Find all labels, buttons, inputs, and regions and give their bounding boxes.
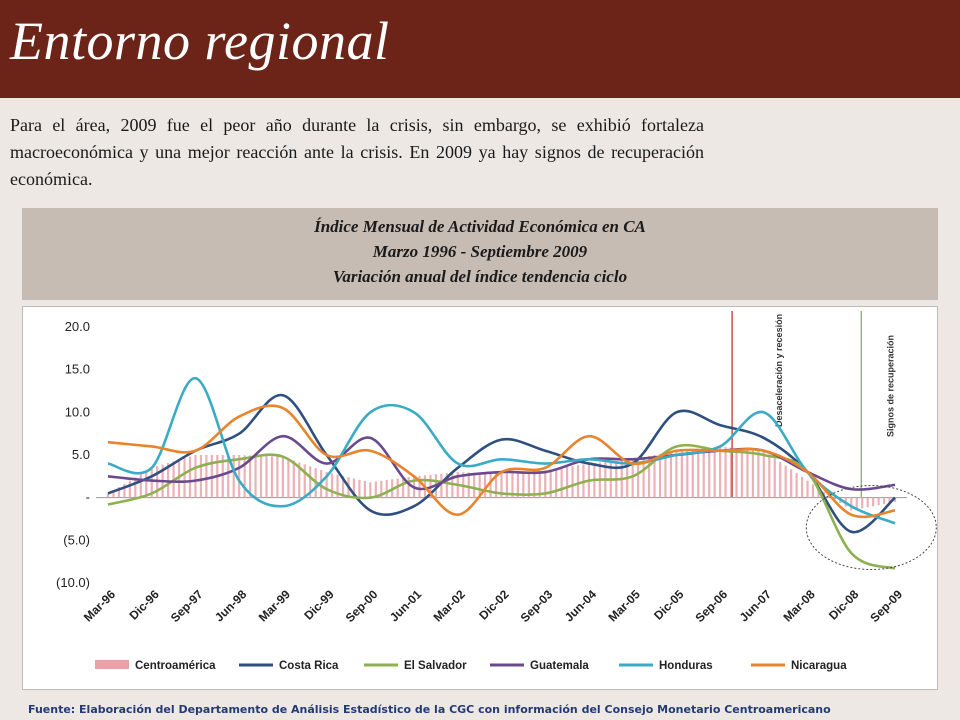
bar-centroamerica: [287, 459, 289, 498]
x-tick-label: Jun-98: [212, 587, 250, 625]
bar-centroamerica: [244, 455, 246, 497]
bar-centroamerica: [145, 471, 147, 498]
bar-centroamerica: [293, 461, 295, 498]
legend-swatch-centroamérica: [95, 660, 129, 669]
legend-label-costa-rica: Costa Rica: [279, 660, 339, 672]
bar-centroamerica: [872, 498, 874, 507]
x-tick-label: Mar-96: [80, 587, 119, 625]
legend-label-guatemala: Guatemala: [530, 660, 589, 672]
bar-centroamerica: [746, 449, 748, 498]
bar-centroamerica: [276, 456, 278, 497]
bar-centroamerica: [735, 448, 737, 498]
y-tick-label: (5.0): [63, 532, 90, 548]
x-tick-label: Jun-07: [736, 587, 774, 625]
bar-centroamerica: [205, 455, 207, 498]
bar-centroamerica: [440, 474, 442, 498]
y-tick-label: 5.0: [71, 447, 90, 462]
bar-centroamerica: [724, 447, 726, 498]
bar-centroamerica: [140, 474, 142, 497]
bar-centroamerica: [790, 469, 792, 497]
bar-centroamerica: [741, 449, 743, 498]
bar-centroamerica: [304, 464, 306, 497]
page-title: Entorno regional: [10, 11, 390, 71]
x-tick-label: Dic-96: [126, 587, 162, 623]
y-tick-label: 15.0: [64, 361, 90, 377]
chart-title-line1: Índice Mensual de Actividad Económica en CA: [314, 217, 646, 236]
bar-centroamerica: [402, 478, 404, 498]
bar-centroamerica: [233, 455, 235, 498]
y-tick-label: 20.0: [64, 319, 90, 334]
bar-centroamerica: [878, 498, 880, 505]
bar-centroamerica: [801, 477, 803, 498]
legend-label-el-salvador: El Salvador: [404, 660, 467, 672]
bar-centroamerica: [763, 451, 765, 498]
bar-centroamerica: [364, 481, 366, 498]
x-tick-label: Jun-04: [561, 587, 600, 625]
bar-centroamerica: [260, 456, 262, 498]
bar-centroamerica: [369, 482, 371, 497]
bar-centroamerica: [571, 466, 573, 498]
bar-centroamerica: [555, 469, 557, 498]
bar-centroamerica: [692, 449, 694, 498]
legend-label-nicaragua: Nicaragua: [791, 660, 847, 672]
source-note: Fuente: Elaboración del Departamento de Análisis Estadístico de la CGC con información del Consejo Monetario Centroamericano: [28, 703, 831, 716]
recovery-annotation: Signos de recuperación: [885, 334, 896, 437]
y-tick-label: 10.0: [64, 404, 90, 420]
x-tick-label: Sep-97: [167, 587, 206, 625]
bar-centroamerica: [768, 454, 770, 497]
bar-centroamerica: [686, 450, 688, 498]
bar-centroamerica: [271, 456, 273, 497]
bar-centroamerica: [861, 498, 863, 509]
bar-centroamerica: [386, 480, 388, 498]
bar-centroamerica: [659, 454, 661, 498]
bar-centroamerica: [194, 455, 196, 498]
x-tick-label: Sep-03: [517, 587, 556, 625]
legend-label-centroamérica: Centroamérica: [135, 660, 216, 672]
bar-centroamerica: [200, 455, 202, 498]
bar-centroamerica: [812, 484, 814, 497]
bar-centroamerica: [577, 465, 579, 497]
legend-label-honduras: Honduras: [659, 660, 713, 672]
x-tick-label: Mar-05: [605, 587, 643, 625]
chart-title-line2: Marzo 1996 - Septiembre 2009: [372, 242, 588, 261]
bar-centroamerica: [708, 448, 710, 498]
bar-centroamerica: [703, 448, 705, 498]
bar-centroamerica: [850, 498, 852, 511]
chart-title-line3: Variación anual del índice tendencia ciclo: [332, 267, 628, 286]
bar-centroamerica: [129, 481, 131, 498]
y-tick-label: -: [85, 489, 90, 505]
bar-centroamerica: [238, 455, 240, 498]
bar-centroamerica: [681, 450, 683, 497]
bar-centroamerica: [796, 473, 798, 498]
x-tick-label: Dic-99: [301, 587, 337, 623]
x-tick-label: Sep-09: [867, 587, 906, 625]
bar-centroamerica: [566, 467, 568, 498]
bar-centroamerica: [785, 466, 787, 498]
bar-centroamerica: [254, 456, 256, 498]
line-chart: [23, 307, 937, 689]
bar-centroamerica: [675, 451, 677, 498]
x-tick-label: Mar-08: [780, 587, 818, 625]
bar-centroamerica: [883, 498, 885, 504]
x-tick-label: Mar-99: [255, 587, 294, 625]
y-tick-label: (10.0): [56, 575, 90, 590]
title-bar: [0, 0, 960, 98]
bar-centroamerica: [189, 457, 191, 498]
bar-centroamerica: [670, 452, 672, 498]
bar-centroamerica: [752, 450, 754, 498]
bar-centroamerica: [358, 480, 360, 498]
bar-centroamerica: [867, 498, 869, 508]
bar-centroamerica: [664, 453, 666, 498]
x-tick-label: Dic-02: [476, 587, 512, 623]
chart-header: [22, 208, 938, 300]
bar-centroamerica: [265, 456, 267, 498]
bar-centroamerica: [719, 446, 721, 497]
x-tick-label: Dic-08: [826, 587, 862, 623]
series-line-el-salvador: [108, 445, 895, 568]
bar-centroamerica: [697, 449, 699, 498]
bar-centroamerica: [183, 458, 185, 497]
x-tick-label: Dic-05: [651, 587, 687, 623]
bar-centroamerica: [331, 473, 333, 497]
x-tick-label: Sep-00: [342, 587, 381, 625]
bar-centroamerica: [282, 457, 284, 498]
bar-centroamerica: [468, 472, 470, 497]
chart-plot-area: [22, 306, 938, 690]
bar-centroamerica: [757, 450, 759, 497]
bar-centroamerica: [779, 462, 781, 498]
x-tick-label: Mar-02: [430, 587, 468, 625]
bar-centroamerica: [806, 481, 808, 498]
intro-paragraph: Para el área, 2009 fue el peor año durante la crisis, sin embargo, se exhibió fortaleza macroeconómica y una mejor reacción ante la crisis. En 2009 ya hay signos de recuperación económica.: [10, 115, 704, 189]
bar-centroamerica: [473, 473, 475, 498]
bar-centroamerica: [489, 473, 491, 497]
recession-annotation: Desaceleración y recesión: [774, 313, 785, 427]
bar-centroamerica: [714, 447, 716, 498]
x-tick-label: Sep-06: [692, 587, 731, 625]
bar-centroamerica: [774, 458, 776, 497]
bar-centroamerica: [484, 473, 486, 498]
bar-centroamerica: [561, 468, 563, 498]
x-tick-label: Jun-01: [386, 587, 425, 625]
bar-centroamerica: [407, 477, 409, 498]
